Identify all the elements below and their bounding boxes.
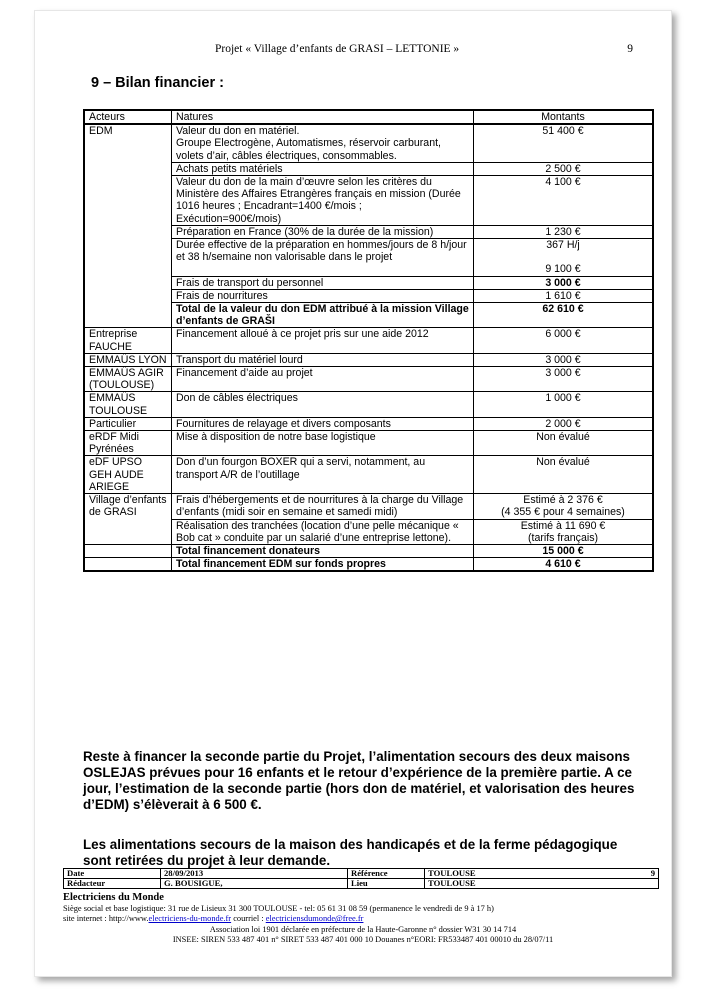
reference-value: TOULOUSE — [425, 869, 582, 879]
nature-cell: Financement alloué à ce projet pris sur une aide 2012 — [172, 328, 474, 353]
amount-cell: 51 400 € — [474, 124, 654, 162]
nature-cell: Don d’un fourgon BOXER qui a servi, notamment, au transport A/R de l’outillage — [172, 456, 474, 494]
lieu-value: TOULOUSE — [425, 879, 659, 889]
amount-cell: 1 610 € — [474, 289, 654, 302]
actor-cell: eRDF Midi Pyrénées — [84, 431, 172, 456]
nature-cell: Don de câbles électriques — [172, 392, 474, 417]
total-amount: 4 610 € — [474, 558, 654, 572]
amount-cell: Estimé à 2 376 € (4 355 € pour 4 semaines) — [474, 494, 654, 519]
amount-cell: 1 000 € — [474, 392, 654, 417]
nature-cell: Frais de transport du personnel — [172, 276, 474, 289]
empty-cell — [84, 558, 172, 572]
footer-page-number: 9 — [581, 869, 659, 879]
redacteur-label: Rédacteur — [64, 879, 161, 889]
reference-label: Référence — [348, 869, 425, 879]
amount-cell: 62 610 € — [474, 303, 654, 328]
lieu-label: Lieu — [348, 879, 425, 889]
total-amount: 15 000 € — [474, 544, 654, 557]
actor-cell: Particulier — [84, 417, 172, 430]
nature-cell: Mise à disposition de notre base logistique — [172, 431, 474, 456]
amount-cell: 6 000 € — [474, 328, 654, 353]
organization-name: Electriciens du Monde — [63, 892, 164, 903]
contact-line — [63, 914, 663, 924]
header-title: Projet « Village d’enfants de GRASI – LETTONIE » — [215, 43, 460, 55]
actor-cell: eDF UPSO GEH AUDE ARIEGE — [84, 456, 172, 494]
footer-info-table — [63, 868, 659, 889]
redacteur-value: G. BOUSIGUE, — [161, 879, 348, 889]
table-row — [84, 392, 653, 417]
table-header-row — [84, 110, 653, 124]
empty-cell — [84, 544, 172, 557]
actor-cell: Village d’enfants de GRASI — [84, 494, 172, 545]
table-row — [84, 353, 653, 366]
remaining-funding-paragraph: Reste à financer la seconde partie du Projet, l’alimentation secours des deux maisons OSLEJAS prévues pour 16 enfants et le retour d’expérience de la première partie. A ce jour, l’estimation de la seconde partie (hors don de matériel, et valorisation des heures d’EDM) s’élèverait à 6 500 €. — [83, 749, 635, 812]
address-line: Siège social et base logistique: 31 rue de Lisieux 31 300 TOULOUSE - tel: 05 61 31 08 59 (permanence le vendredi de 9 à 17 h) — [63, 904, 494, 913]
nature-cell: Frais de nourritures — [172, 289, 474, 302]
nature-cell: Achats petits matériels — [172, 162, 474, 175]
total-label: Total financement donateurs — [172, 544, 474, 557]
amount-cell: 4 100 € — [474, 176, 654, 226]
nature-cell: Fournitures de relayage et divers composants — [172, 417, 474, 430]
nature-cell: Valeur du don de la main d’œuvre selon les critères du Ministère des Affaires Etrangères français en mission (Durée 1016 heures ; Encadrant=1400 €/mois ; Exécution=900€/mois) — [172, 176, 474, 226]
column-header: Natures — [172, 110, 474, 124]
actor-cell: EDM — [84, 124, 172, 328]
header-page-number: 9 — [627, 43, 633, 55]
amount-cell: 3 000 € — [474, 353, 654, 366]
mail-label: courriel : — [231, 914, 266, 924]
total-row — [84, 558, 653, 572]
amount-cell: Non évalué — [474, 431, 654, 456]
amount-cell: 2 500 € — [474, 162, 654, 175]
table-row — [84, 417, 653, 430]
amount-cell: Estimé à 11 690 € (tarifs français) — [474, 519, 654, 544]
table-row — [84, 494, 653, 519]
association-line: Association loi 1901 déclarée en préfecture de la Haute-Garonne n° dossier W31 30 14 714 — [209, 924, 517, 934]
section-title: 9 – Bilan financier : — [91, 75, 224, 91]
amount-cell: 3 000 € — [474, 276, 654, 289]
financial-table — [83, 109, 654, 572]
total-label: Total financement EDM sur fonds propres — [172, 558, 474, 572]
site-label: site internet : http://www. — [63, 914, 149, 924]
insee-line: INSEE: SIREN 533 487 401 n° SIRET 533 487 401 000 10 Douanes n°EORI: FR533487 401 00010 du 28/07/11 — [172, 935, 554, 945]
table-row — [84, 456, 653, 494]
nature-cell: Transport du matériel lourd — [172, 353, 474, 366]
footer-row — [64, 879, 659, 889]
actor-cell: EMMAÜS AGIR (TOULOUSE) — [84, 367, 172, 392]
nature-cell: Financement d’aide au projet — [172, 367, 474, 392]
column-header: Montants — [474, 110, 654, 124]
table-row — [84, 328, 653, 353]
footer-row — [64, 869, 659, 879]
nature-cell: Réalisation des tranchées (location d’une pelle mécanique « Bob cat » conduite par un salarié d’une entreprise lettone). — [172, 519, 474, 544]
column-header: Acteurs — [84, 110, 172, 124]
document-page — [34, 10, 672, 977]
nature-cell: Durée effective de la préparation en hommes/jours de 8 h/jour et 38 h/semaine non valorisable dans le projet — [172, 239, 474, 277]
nature-cell: Préparation en France (30% de la durée de la mission) — [172, 225, 474, 238]
nature-cell: Valeur du don en matériel. Groupe Electrogène, Automatismes, réservoir carburant, volets d’air, câbles électriques, consommables. — [172, 124, 474, 162]
email-link[interactable]: electriciensdumonde@free.fr — [265, 914, 364, 924]
nature-cell: Frais d’hébergements et de nourritures à la charge du Village d’enfants (midi soir en semaine et samedi midi) — [172, 494, 474, 519]
footer-block — [63, 891, 663, 946]
table-row — [84, 124, 653, 162]
amount-cell: 367 H/j 9 100 € — [474, 239, 654, 277]
amount-cell: 1 230 € — [474, 225, 654, 238]
date-value: 28/09/2013 — [161, 869, 348, 879]
amount-cell: 3 000 € — [474, 367, 654, 392]
actor-cell: Entreprise FAUCHE — [84, 328, 172, 353]
nature-cell: Total de la valeur du don EDM attribué à la mission Village d’enfants de GRAŠI — [172, 303, 474, 328]
amount-cell: 2 000 € — [474, 417, 654, 430]
table-row — [84, 367, 653, 392]
actor-cell: EMMAÜS LYON — [84, 353, 172, 366]
amount-cell: Non évalué — [474, 456, 654, 494]
table-row — [84, 431, 653, 456]
actor-cell: EMMAÜS TOULOUSE — [84, 392, 172, 417]
website-link[interactable]: electriciens-du-monde.fr — [148, 914, 232, 924]
date-label: Date — [64, 869, 161, 879]
withdrawn-items-paragraph: Les alimentations secours de la maison des handicapés et de la ferme pédagogique sont retirées du projet à leur demande. — [83, 837, 618, 868]
total-row — [84, 544, 653, 557]
